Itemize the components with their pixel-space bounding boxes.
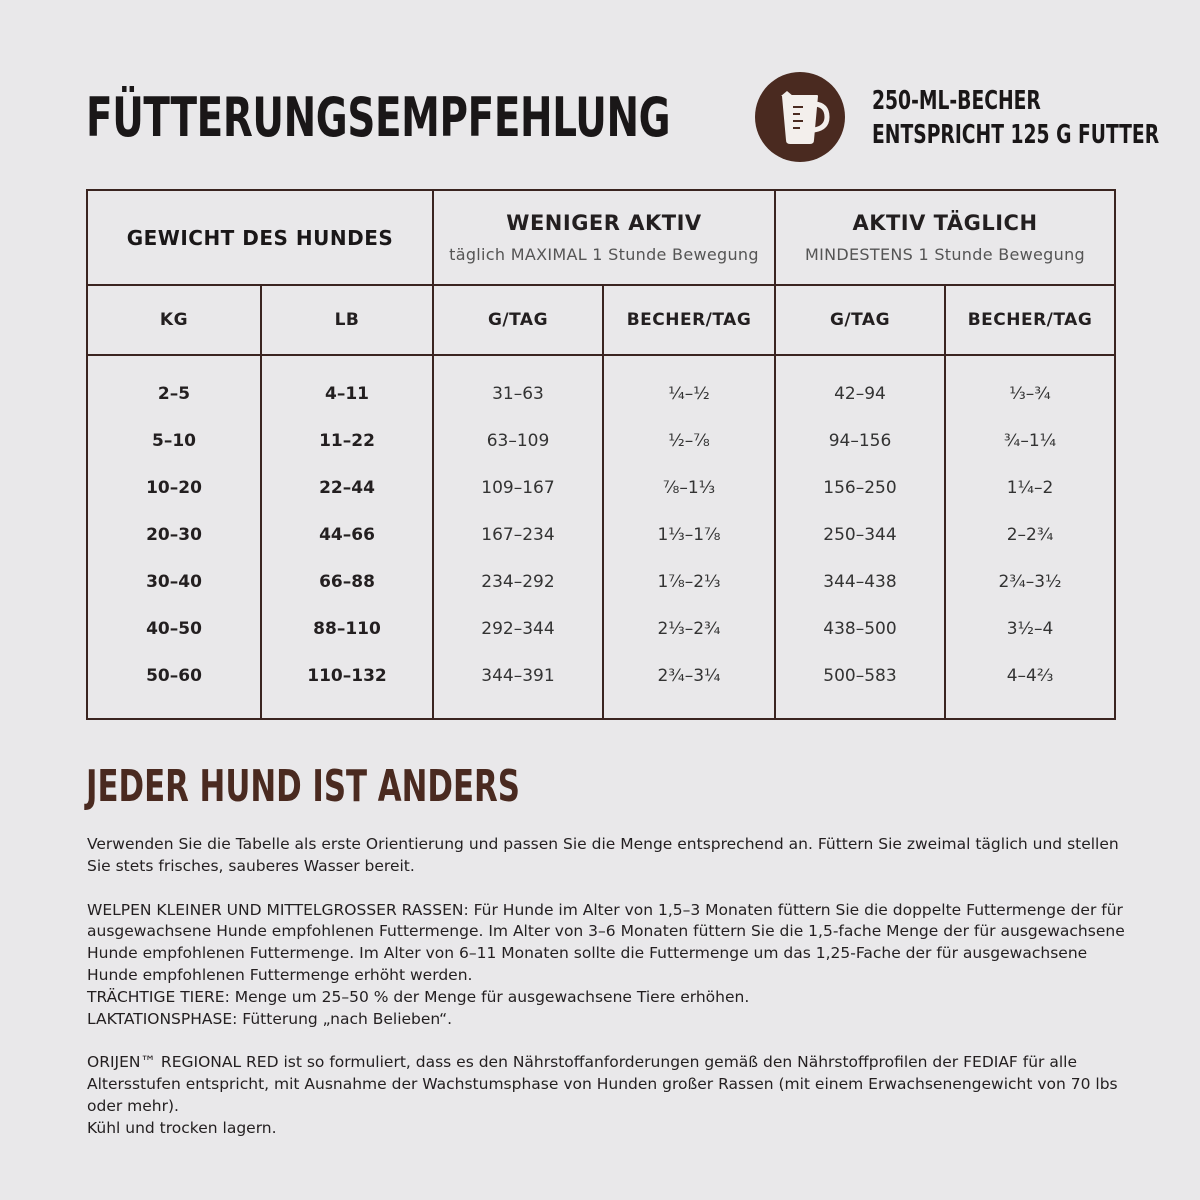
- table-cell-active-g-day: 250–344: [823, 525, 897, 545]
- col-header-active-g-day: G/TAG: [829, 310, 891, 330]
- table-cell-less-cups-day: ¼–½: [668, 384, 710, 404]
- weight-header-cell: [88, 191, 432, 284]
- pregnant-label: TRÄCHTIGE TIERE:: [87, 987, 230, 1006]
- table-cell-less-g-day: 31–63: [492, 384, 544, 404]
- less-active-title: WENIGER AKTIV: [506, 211, 702, 235]
- col-header-lb: LB: [334, 310, 360, 330]
- table-cell-active-cups-day: 4–4⅔: [1006, 666, 1054, 686]
- table-cell-active-g-day: 500–583: [823, 666, 897, 686]
- table-cell-lb: 110–132: [307, 666, 387, 686]
- table-cell-kg: 10–20: [146, 478, 202, 498]
- table-cell-active-g-day: 94–156: [828, 431, 892, 451]
- table-cell-lb: 44–66: [319, 525, 375, 545]
- table-cell-active-cups-day: 3½–4: [1006, 619, 1054, 639]
- cup-info-line2: ENTSPRICHT 125 G FUTTER: [872, 120, 1160, 150]
- lactation-label: LAKTATIONSPHASE:: [87, 1009, 238, 1028]
- table-cell-kg: 50–60: [146, 666, 202, 686]
- active-subtitle: MINDESTENS 1 Stunde Bewegung: [805, 245, 1085, 264]
- col-header-less-cups-day: BECHER/TAG: [626, 310, 752, 330]
- table-cell-kg: 40–50: [146, 619, 202, 639]
- table-cell-less-g-day: 234–292: [481, 572, 555, 592]
- pregnant-text: Menge um 25–50 % der Menge für ausgewachsene Tiere erhöhen.: [229, 987, 750, 1006]
- table-cell-active-cups-day: 2–2¾: [1006, 525, 1054, 545]
- table-cell-kg: 5–10: [152, 431, 196, 451]
- col-header-active-cups-day: BECHER/TAG: [967, 310, 1093, 330]
- lactation-paragraph: [87, 1009, 1127, 1031]
- table-cell-less-g-day: 167–234: [481, 525, 555, 545]
- active-header-cell: [776, 191, 1114, 284]
- table-cell-less-cups-day: 1⅞–2⅓: [657, 572, 721, 592]
- table-cell-less-cups-day: 1⅓–1⅞: [657, 525, 721, 545]
- puppy-paragraph: [87, 900, 1127, 987]
- table-cell-lb: 22–44: [319, 478, 375, 498]
- table-cell-kg: 20–30: [146, 525, 202, 545]
- product-label: ORIJEN™ REGIONAL RED: [87, 1053, 279, 1072]
- info-text: [87, 834, 1127, 1140]
- puppy-text: Für Hunde im Alter von 1,5–3 Monaten füttern Sie die doppelte Futtermenge der für ausgewachsene Hunde empfohlenen Futtermenge. Im Alter von 3–6 Monaten füttern Sie die 1,5-fache Menge der für ausgewachsene Hunde empfohlenen Futtermenge. Im Alter von 6–11 Monaten sollte die Futtermenge um das 1,25-Fache der für ausgewachsene Hunde empfohlenen Futtermenge erhöht werden.: [87, 900, 1125, 984]
- measuring-cup-badge: [755, 72, 845, 162]
- table-cell-less-cups-day: 2⅓–2¾: [657, 619, 721, 639]
- table-cell-kg: 2–5: [157, 384, 191, 404]
- less-active-subtitle: täglich MAXIMAL 1 Stunde Bewegung: [449, 245, 759, 264]
- table-cell-lb: 88–110: [313, 619, 381, 639]
- table-cell-less-g-day: 344–391: [481, 666, 555, 686]
- table-cell-active-g-day: 438–500: [823, 619, 897, 639]
- table-cell-active-cups-day: ¾–1¼: [1003, 431, 1057, 451]
- intro-paragraph: Verwenden Sie die Tabelle als erste Orientierung und passen Sie die Menge entsprechend an. Füttern Sie zweimal täglich und stellen Sie stets frisches, sauberes Wasser bereit.: [87, 835, 1119, 875]
- pregnant-paragraph: [87, 987, 1127, 1009]
- storage-note: Kühl und trocken lagern.: [87, 1118, 277, 1137]
- col-header-less-g-day: G/TAG: [487, 310, 549, 330]
- table-cell-lb: 66–88: [319, 572, 375, 592]
- table-cell-less-g-day: 109–167: [481, 478, 555, 498]
- table-cell-less-g-day: 63–109: [486, 431, 550, 451]
- lactation-text: Fütterung „nach Belieben“.: [237, 1009, 453, 1028]
- measuring-cup-icon: [755, 72, 845, 162]
- table-cell-lb: 4–11: [325, 384, 369, 404]
- less-active-header-cell: [434, 191, 774, 284]
- table-cell-active-g-day: 344–438: [823, 572, 897, 592]
- table-cell-active-g-day: 42–94: [834, 384, 886, 404]
- section-title: JEDER HUND IST ANDERS: [86, 761, 520, 812]
- table-cell-active-cups-day: 2¾–3½: [998, 572, 1062, 592]
- col-header-kg: KG: [159, 310, 189, 330]
- table-cell-less-cups-day: 2¾–3¼: [657, 666, 721, 686]
- table-cell-less-cups-day: ⅞–1⅓: [662, 478, 716, 498]
- weight-header: GEWICHT DES HUNDES: [126, 225, 394, 250]
- table-cell-active-cups-day: ⅓–¾: [1009, 384, 1051, 404]
- cup-info: [872, 84, 1159, 152]
- cup-info-line1: 250-ML-BECHER: [872, 86, 1041, 116]
- table-cell-less-g-day: 292–344: [481, 619, 555, 639]
- feeding-table: [86, 189, 1116, 720]
- table-cell-active-cups-day: 1¼–2: [1006, 478, 1054, 498]
- table-cell-lb: 11–22: [319, 431, 375, 451]
- table-cell-active-g-day: 156–250: [823, 478, 897, 498]
- puppy-label: WELPEN KLEINER UND MITTELGROSSER RASSEN:: [87, 900, 469, 919]
- table-cell-kg: 30–40: [146, 572, 202, 592]
- product-text: ist so formuliert, dass es den Nährstoffanforderungen gemäß den Nährstoffprofilen der FEDIAF für alle Altersstufen entspricht, mit Ausnahme der Wachstumsphase von Hunden großer Rassen (mit einem Erwachsenengewicht von 70 lbs oder mehr).: [87, 1053, 1118, 1115]
- page-title: FÜTTERUNGSEMPFEHLUNG: [86, 86, 671, 149]
- table-cell-less-cups-day: ½–⅞: [668, 431, 710, 451]
- active-title: AKTIV TÄGLICH: [852, 211, 1038, 235]
- product-paragraph: [87, 1052, 1127, 1117]
